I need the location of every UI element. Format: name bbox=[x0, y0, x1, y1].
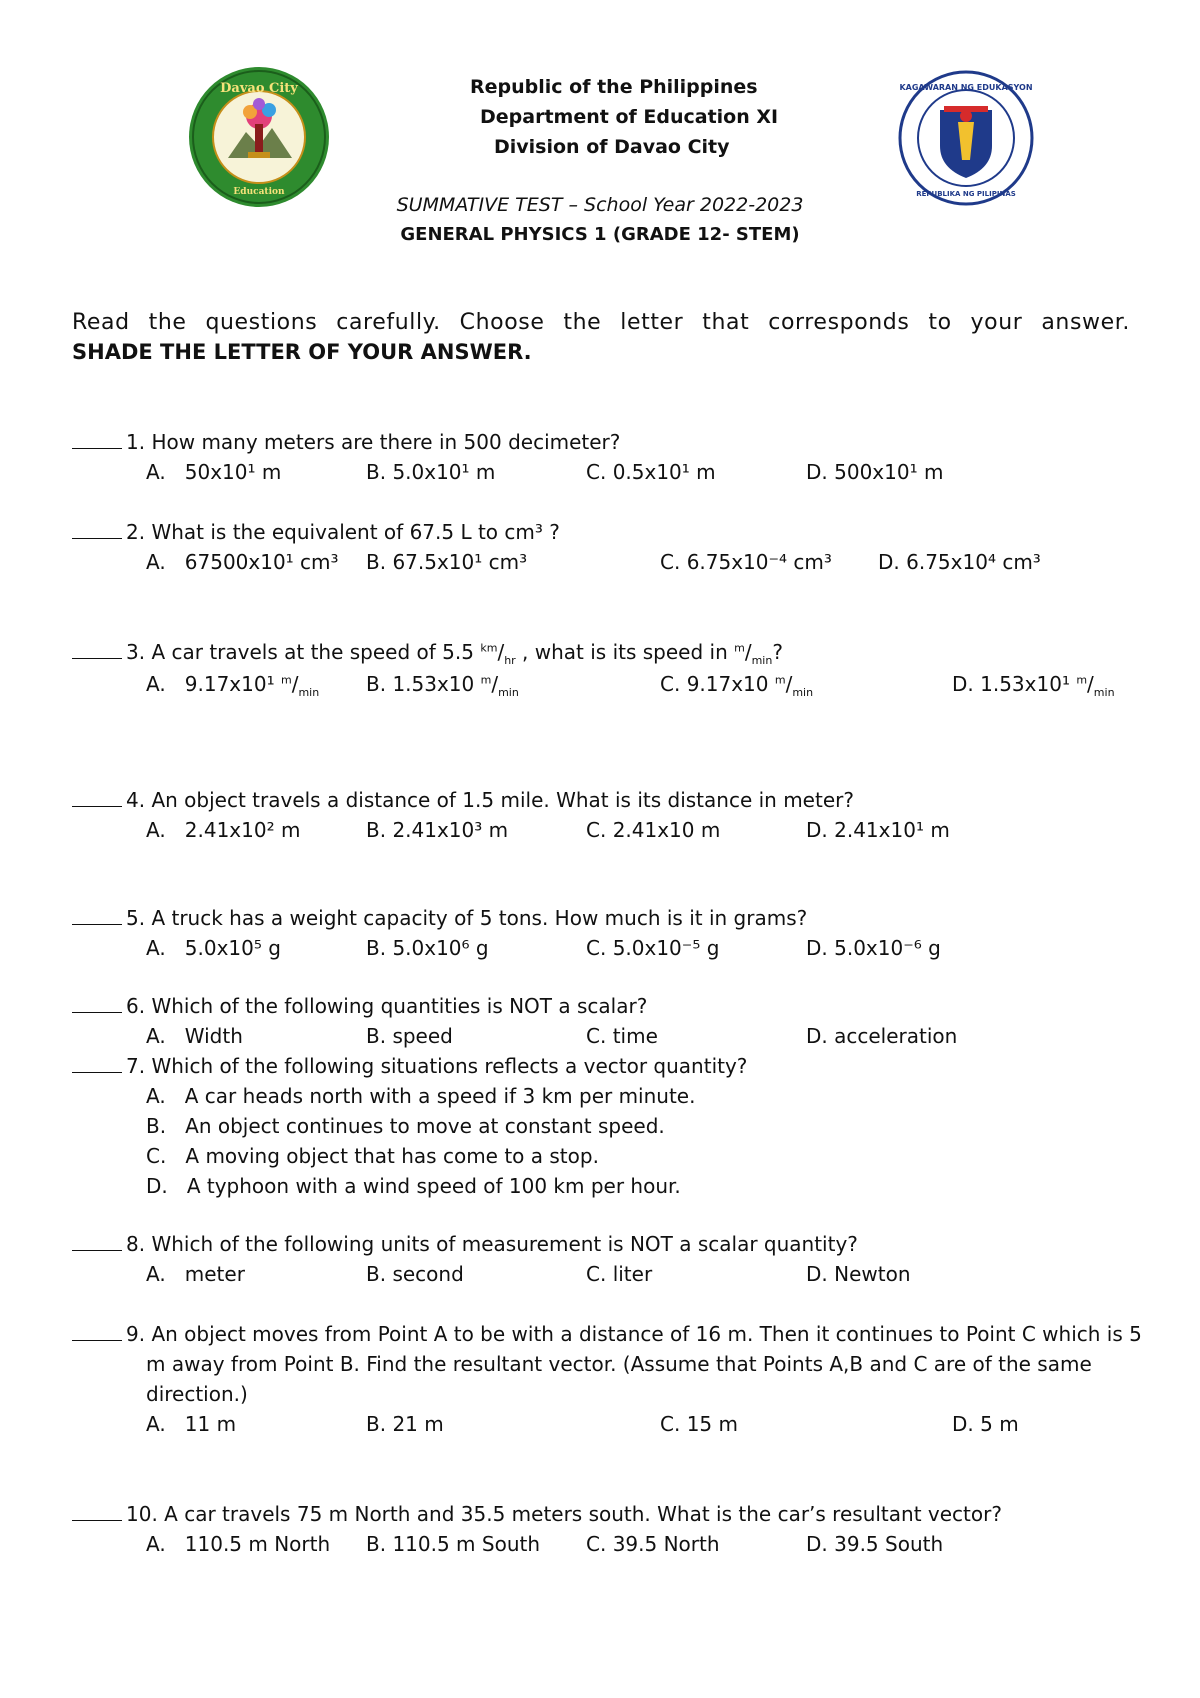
option-b: B. 1.53x10 $^m/_{min}$ bbox=[366, 672, 519, 699]
option-c: C. liter bbox=[586, 1262, 653, 1286]
option-b: B. speed bbox=[366, 1024, 453, 1048]
option-c: C. 2.41x10 m bbox=[586, 818, 721, 842]
davao-city-division-logo bbox=[188, 66, 330, 208]
option-c: C. time bbox=[586, 1024, 658, 1048]
answer-blank[interactable] bbox=[72, 998, 122, 1013]
question-6: 6. Which of the following quantities is NOT a scalar? bbox=[72, 994, 647, 1018]
option-d: D. 5.0x10⁻⁶ g bbox=[806, 936, 941, 960]
header-republic: Republic of the Philippines bbox=[470, 76, 758, 98]
option-a: A. Width bbox=[146, 1024, 243, 1048]
deped-seal-logo bbox=[898, 70, 1034, 206]
option-b: B. 67.5x10¹ cm³ bbox=[366, 550, 528, 574]
option-c: C. 6.75x10⁻⁴ cm³ bbox=[660, 550, 832, 574]
option-a: A. 50x10¹ m bbox=[146, 460, 282, 484]
option-c: C. 5.0x10⁻⁵ g bbox=[586, 936, 720, 960]
question-8: 8. Which of the following units of measurement is NOT a scalar quantity? bbox=[72, 1232, 858, 1256]
svg-text:REPUBLIKA NG PILIPINAS: REPUBLIKA NG PILIPINAS bbox=[916, 190, 1016, 198]
option-b: B. 5.0x10¹ m bbox=[366, 460, 496, 484]
option-b: B. 21 m bbox=[366, 1412, 444, 1436]
question-3: 3. A car travels at the speed of 5.5 $^{km}/_{hr}$ , what is its speed in $^m/_{min}$? bbox=[72, 640, 783, 664]
option-a: A. 2.41x10² m bbox=[146, 818, 301, 842]
header-division: Division of Davao City bbox=[494, 136, 730, 158]
option-d: D. 1.53x10¹ $^m/_{min}$ bbox=[952, 672, 1115, 699]
svg-text:Education: Education bbox=[233, 187, 285, 197]
option-d: D. A typhoon with a wind speed of 100 km per hour. bbox=[146, 1174, 681, 1198]
test-title: SUMMATIVE TEST – School Year 2022-2023 bbox=[396, 194, 804, 216]
option-b: B. second bbox=[366, 1262, 464, 1286]
option-a: A. 11 m bbox=[146, 1412, 237, 1436]
option-a: A. 5.0x10⁵ g bbox=[146, 936, 281, 960]
question-10: 10. A car travels 75 m North and 35.5 meters south. What is the car’s resultant vector? bbox=[72, 1502, 1002, 1526]
option-d: D. 39.5 South bbox=[806, 1532, 944, 1556]
question-2: 2. What is the equivalent of 67.5 L to cm³ ? bbox=[72, 520, 560, 544]
question-9-line-3: direction.) bbox=[146, 1382, 248, 1406]
instructions-bold: SHADE THE LETTER OF YOUR ANSWER. bbox=[72, 340, 532, 364]
header-department: Department of Education XI bbox=[480, 106, 779, 128]
option-d: D. 2.41x10¹ m bbox=[806, 818, 950, 842]
option-a: A. 67500x10¹ cm³ bbox=[146, 550, 339, 574]
subject-title: GENERAL PHYSICS 1 (GRADE 12- STEM) bbox=[400, 224, 800, 245]
question-5: 5. A truck has a weight capacity of 5 tons. How much is it in grams? bbox=[72, 906, 807, 930]
answer-blank[interactable] bbox=[72, 910, 122, 925]
answer-blank[interactable] bbox=[72, 434, 122, 449]
option-d: D. Newton bbox=[806, 1262, 911, 1286]
option-c: C. 0.5x10¹ m bbox=[586, 460, 716, 484]
option-d: D. 5 m bbox=[952, 1412, 1019, 1436]
option-d: D. 500x10¹ m bbox=[806, 460, 944, 484]
option-d: D. acceleration bbox=[806, 1024, 958, 1048]
question-9: 9. An object moves from Point A to be with a distance of 16 m. Then it continues to Point C which is 5 bbox=[72, 1322, 1142, 1346]
answer-blank[interactable] bbox=[72, 1506, 122, 1521]
instructions-text: Read the questions carefully. Choose the letter that corresponds to your answer. bbox=[72, 310, 1130, 335]
option-a: A. meter bbox=[146, 1262, 245, 1286]
option-a: A. 9.17x10¹ $^m/_{min}$ bbox=[146, 672, 320, 699]
option-a: A. A car heads north with a speed if 3 km per minute. bbox=[146, 1084, 696, 1108]
option-a: A. 110.5 m North bbox=[146, 1532, 331, 1556]
question-9-line-2: m away from Point B. Find the resultant vector. (Assume that Points A,B and C are of the same bbox=[146, 1352, 1092, 1376]
question-4: 4. An object travels a distance of 1.5 mile. What is its distance in meter? bbox=[72, 788, 854, 812]
option-d: D. 6.75x10⁴ cm³ bbox=[878, 550, 1041, 574]
option-b: B. 2.41x10³ m bbox=[366, 818, 509, 842]
option-c: C. 15 m bbox=[660, 1412, 738, 1436]
answer-blank[interactable] bbox=[72, 644, 122, 659]
option-c: C. 9.17x10 $^m/_{min}$ bbox=[660, 672, 814, 699]
option-b: B. 110.5 m South bbox=[366, 1532, 541, 1556]
option-c: C. A moving object that has come to a stop. bbox=[146, 1144, 599, 1168]
option-b: B. 5.0x10⁶ g bbox=[366, 936, 489, 960]
answer-blank[interactable] bbox=[72, 1058, 122, 1073]
svg-text:KAGAWARAN NG EDUKASYON: KAGAWARAN NG EDUKASYON bbox=[899, 83, 1033, 92]
option-c: C. 39.5 North bbox=[586, 1532, 720, 1556]
question-1: 1. How many meters are there in 500 decimeter? bbox=[72, 430, 620, 454]
option-b: B. An object continues to move at constant speed. bbox=[146, 1114, 665, 1138]
answer-blank[interactable] bbox=[72, 524, 122, 539]
question-7: 7. Which of the following situations reflects a vector quantity? bbox=[72, 1054, 747, 1078]
answer-blank[interactable] bbox=[72, 792, 122, 807]
svg-text:Davao City: Davao City bbox=[220, 81, 298, 96]
answer-blank[interactable] bbox=[72, 1236, 122, 1251]
answer-blank[interactable] bbox=[72, 1326, 122, 1341]
